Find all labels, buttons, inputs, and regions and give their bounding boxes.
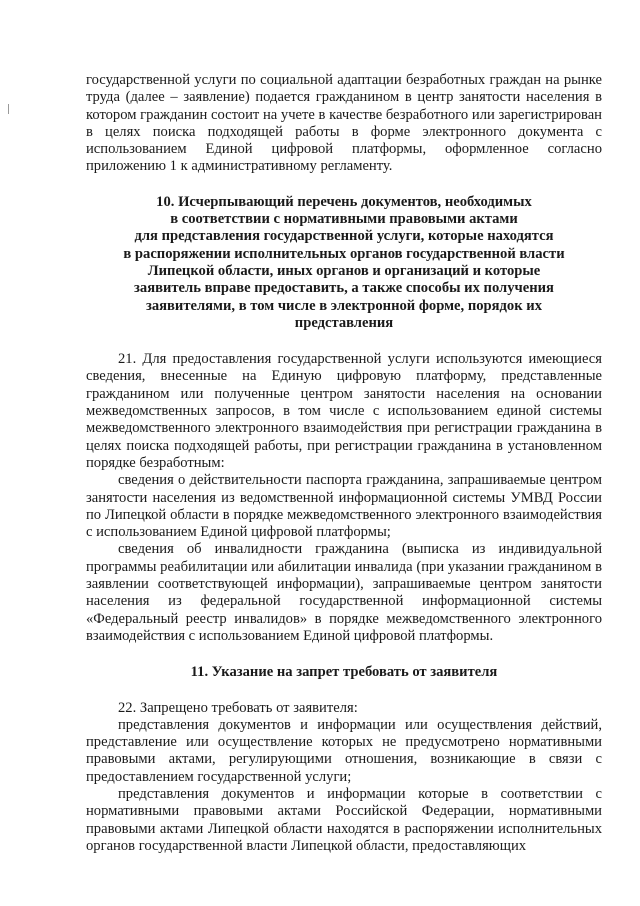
heading-line: 10. Исчерпывающий перечень документов, необходимых — [156, 193, 532, 210]
section-11-heading: 11. Указание на запрет требовать от заявителя — [190, 664, 498, 681]
intro-paragraph: государственной услуги по социальной адаптации безработных граждан на рынке труда (далее – заявление) подается гражданином в центр занятости населения в котором гражданин состоит на учете в качестве безработного или зарегистрирован в целях поиска подходящей работы в форме электронного документа с использованием Единой цифровой платформы, оформленное согласно приложению 1 к административному регламенту. — [86, 72, 602, 175]
heading-line: Липецкой области, иных органов и организаций и которые — [147, 262, 541, 279]
paragraph-22-item-1: представления документов и информации или осуществления действий, представление или осуществление которых не предусмотрено нормативными правовыми актами, регулирующими отношения, возникающие в связи с предоставлением государственной услуги; — [86, 716, 602, 785]
heading-line: в соответствии с нормативными правовыми актами — [170, 211, 518, 228]
paragraph-21-item-1: сведения о действительности паспорта гражданина, запрашиваемые центром занятости населения из ведомственной информационной системы УМВД России по Липецкой области в порядке межведомственного электронного взаимодействия с использованием Единой цифровой платформы; — [86, 472, 602, 541]
heading-line: для представления государственной услуги, которые находятся — [134, 228, 554, 245]
heading-line: заявитель вправе предоставить, а также способы их получения — [134, 280, 554, 297]
heading-line: в распоряжении исполнительных органов государственной власти — [123, 245, 565, 262]
paragraph-21-item-2: сведения об инвалидности гражданина (выписка из индивидуальной программы реабилитации или абилитации инвалида (при указании гражданином в заявлении соответствующей информации), запрашиваемые центром занятости населения из федеральной государственной информационной системы «Федеральный реестр инвалидов» в порядке межведомственного электронного взаимодействия с использованием Единой цифровой платформы. — [86, 541, 602, 644]
section-10-heading — [86, 194, 602, 332]
heading-line: представления — [294, 314, 394, 331]
paragraph-21: 21. Для предоставления государственной услуги используются имеющиеся сведения, внесенные на Единую цифровую платформу, представленные гражданином или полученные центром занятости населения на основании межведомственных запросов, в том числе с использованием единой системы межведомственного электронного взаимодействия при регистрации гражданина в целях поиска подходящей работы, при регистрации гражданина в установленном порядке безработным: — [86, 351, 602, 471]
margin-mark — [8, 104, 9, 114]
heading-line: заявителями, в том числе в электронной форме, порядок их — [145, 297, 542, 314]
paragraph-22: 22. Запрещено требовать от заявителя: — [118, 699, 358, 716]
paragraph-22-item-2: представления документов и информации которые в соответствии с нормативными правовыми актами Российской Федерации, нормативными правовыми актами Липецкой области находятся в распоряжении исполнительных органов государственной власти Липецкой области, предоставляющих — [86, 785, 602, 854]
